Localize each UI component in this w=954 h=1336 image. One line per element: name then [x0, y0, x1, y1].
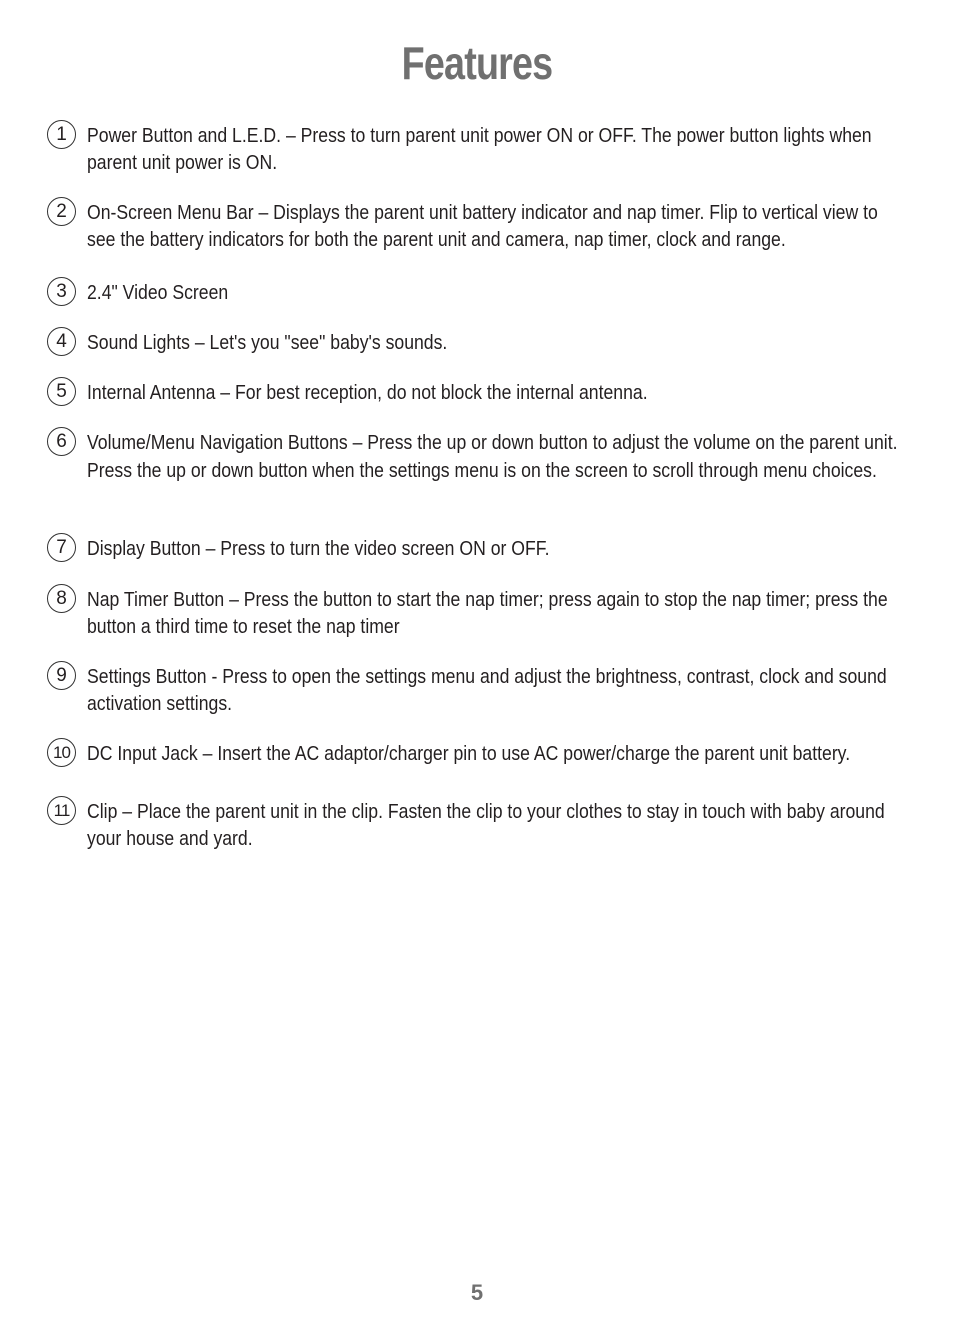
feature-number-badge: 8	[47, 584, 76, 613]
feature-text: Clip – Place the parent unit in the clip. Fasten the clip to your clothes to stay in touch with baby around your house and yard.	[87, 800, 885, 850]
feature-text: Volume/Menu Navigation Buttons – Press the up or down button to adjust the volume on the parent unit. Press the up or down button when the settings menu is on the screen to scroll through menu choices.	[87, 431, 898, 482]
feature-text: Nap Timer Button – Press the button to start the nap timer; press again to stop the nap timer; press the button a third time to reset the nap timer	[87, 588, 888, 638]
feature-text: Power Button and L.E.D. – Press to turn parent unit power ON or OFF. The power button lights when parent unit power is ON.	[87, 124, 872, 174]
feature-text: Settings Button - Press to open the settings menu and adjust the brightness, contrast, clock and sound activation settings.	[87, 665, 887, 715]
feature-number-badge: 10	[47, 738, 76, 767]
feature-number-badge: 9	[47, 661, 76, 690]
feature-text: Display Button – Press to turn the video screen ON or OFF.	[87, 537, 550, 560]
feature-text: DC Input Jack – Insert the AC adaptor/charger pin to use AC power/charge the parent unit battery.	[87, 742, 851, 765]
feature-number-badge: 6	[47, 427, 76, 456]
feature-number-badge: 2	[47, 197, 76, 226]
page-number: 5	[470, 1280, 484, 1305]
feature-number-badge: 11	[47, 796, 76, 825]
feature-number-badge: 1	[47, 120, 76, 149]
feature-number-badge: 3	[47, 277, 76, 306]
feature-number-badge: 5	[47, 377, 76, 406]
feature-text: Sound Lights – Let's you "see" baby's sounds.	[87, 331, 448, 354]
page-title: Features	[401, 37, 553, 89]
feature-text: 2.4" Video Screen	[87, 281, 229, 304]
feature-text: On-Screen Menu Bar – Displays the parent unit battery indicator and nap timer. Flip to vertical view to see the battery indicators for both the parent unit and camera, nap timer, clock and range.	[87, 201, 878, 251]
feature-number-badge: 7	[47, 533, 76, 562]
feature-number-badge: 4	[47, 327, 76, 356]
feature-text: Internal Antenna – For best reception, do not block the internal antenna.	[87, 381, 648, 404]
